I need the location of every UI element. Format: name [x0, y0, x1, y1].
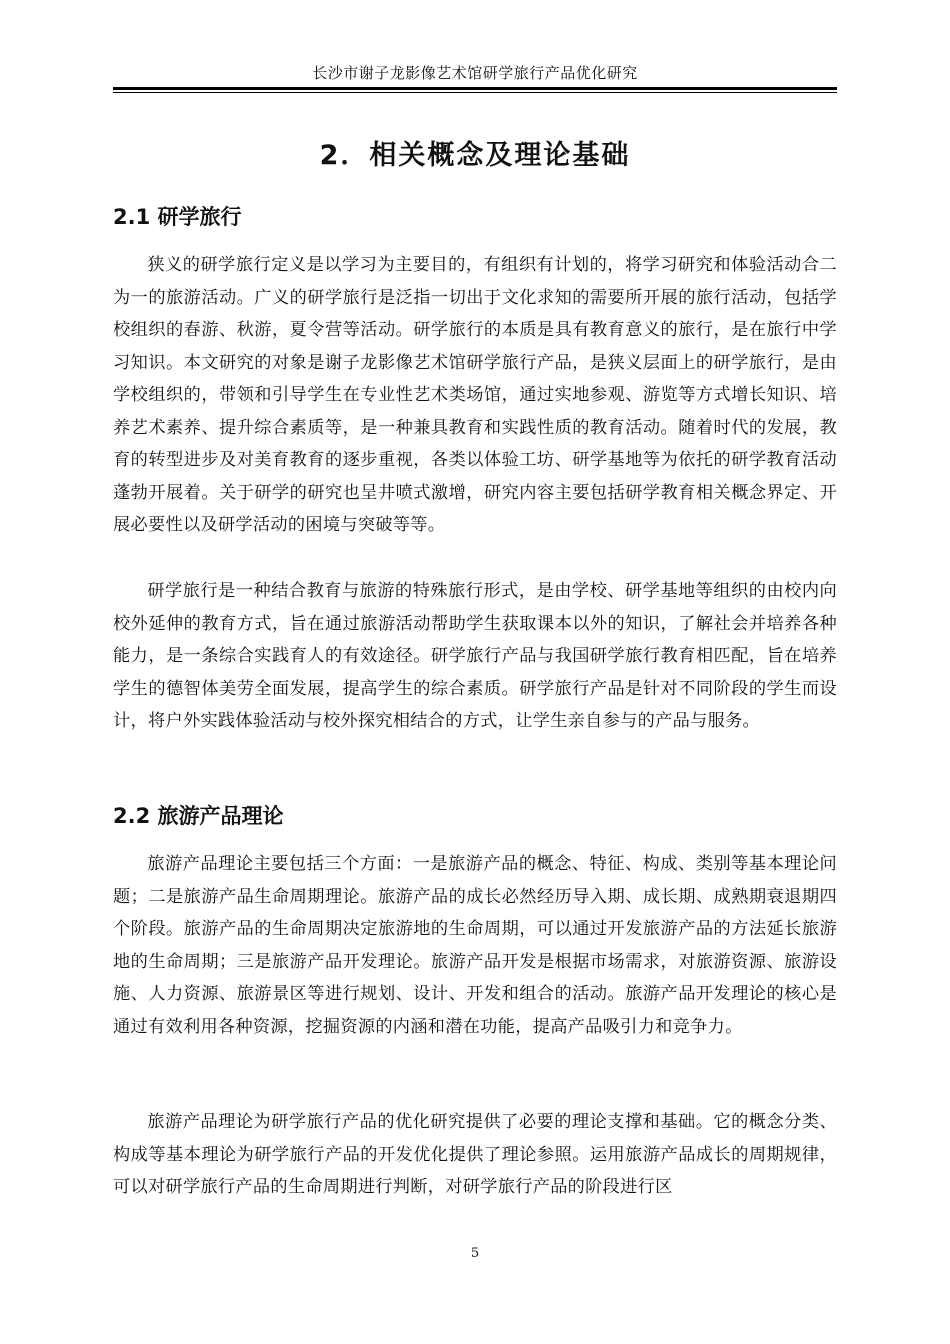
header-rule — [113, 87, 837, 90]
paragraph: 研学旅行是一种结合教育与旅游的特殊旅行形式，是由学校、研学基地等组织的由校内向校外延伸的教育方式，旨在通过旅游活动帮助学生获取课本以外的知识，了解社会并培养各种能力，是一条综合实践育人的有效途径。研学旅行产品与我国研学旅行教育相匹配，旨在培养学生的德智体美劳全面发展，提高学生的综合素质。研学旅行产品是针对不同阶段的学生而设计，将户外实践体验活动与校外探究相结合的方式，让学生亲自参与的产品与服务。 — [113, 581, 837, 731]
header-rule-thin — [113, 92, 837, 93]
running-header: 长沙市谢子龙影像艺术馆研学旅行产品优化研究 — [312, 64, 638, 82]
paragraph: 旅游产品理论主要包括三个方面：一是旅游产品的概念、特征、构成、类别等基本理论问题；二是旅游产品生命周期理论。旅游产品的成长必然经历导入期、成长期、成熟期衰退期四个阶段。旅游产品的生命周期决定旅游地的生命周期，可以通过开发旅游产品的方法延长旅游地的生命周期；三是旅游产品开发理论。旅游产品开发是根据市场需求，对旅游资源、旅游设施、人力资源、旅游景区等进行规划、设计、开发和组合的活动。旅游产品开发理论的核心是通过有效利用各种资源，挖掘资源的内涵和潜在功能，提高产品吸引力和竞争力。 — [113, 854, 837, 1037]
paragraph: 狭义的研学旅行定义是以学习为主要目的，有组织有计划的，将学习研究和体验活动合二为一的旅游活动。广义的研学旅行是泛指一切出于文化求知的需要所开展的旅行活动，包括学校组织的春游、秋游，夏令营等活动。研学旅行的本质是具有教育意义的旅行，是在旅行中学习知识。本文研究的对象是谢子龙影像艺术馆研学旅行产品，是狭义层面上的研学旅行，是由学校组织的，带领和引导学生在专业性艺术类场馆，通过实地参观、游览等方式增长知识、培养艺术素养、提升综合素质等，是一种兼具教育和实践性质的教育活动。随着时代的发展，教育的转型进步及对美育教育的逐步重视，各类以体验工坊、研学基地等为依托的研学教育活动蓬勃开展着。关于研学的研究也呈井喷式激增，研究内容主要包括研学教育相关概念界定、开展必要性以及研学活动的困境与突破等等。 — [113, 255, 837, 535]
paragraph: 旅游产品理论为研学旅行产品的优化研究提供了必要的理论支撑和基础。它的概念分类、构成等基本理论为研学旅行产品的开发优化提供了理论参照。运用旅游产品成长的周期规律，可以对研学旅行产品的生命周期进行判断，对研学旅行产品的阶段进行区 — [113, 1112, 837, 1197]
section-heading-2-2: 2.2 旅游产品理论 — [113, 804, 284, 828]
chapter-title: 2．相关概念及理论基础 — [319, 140, 631, 171]
section-heading-2-1: 2.1 研学旅行 — [113, 205, 242, 229]
page-number: 5 — [470, 1246, 480, 1261]
